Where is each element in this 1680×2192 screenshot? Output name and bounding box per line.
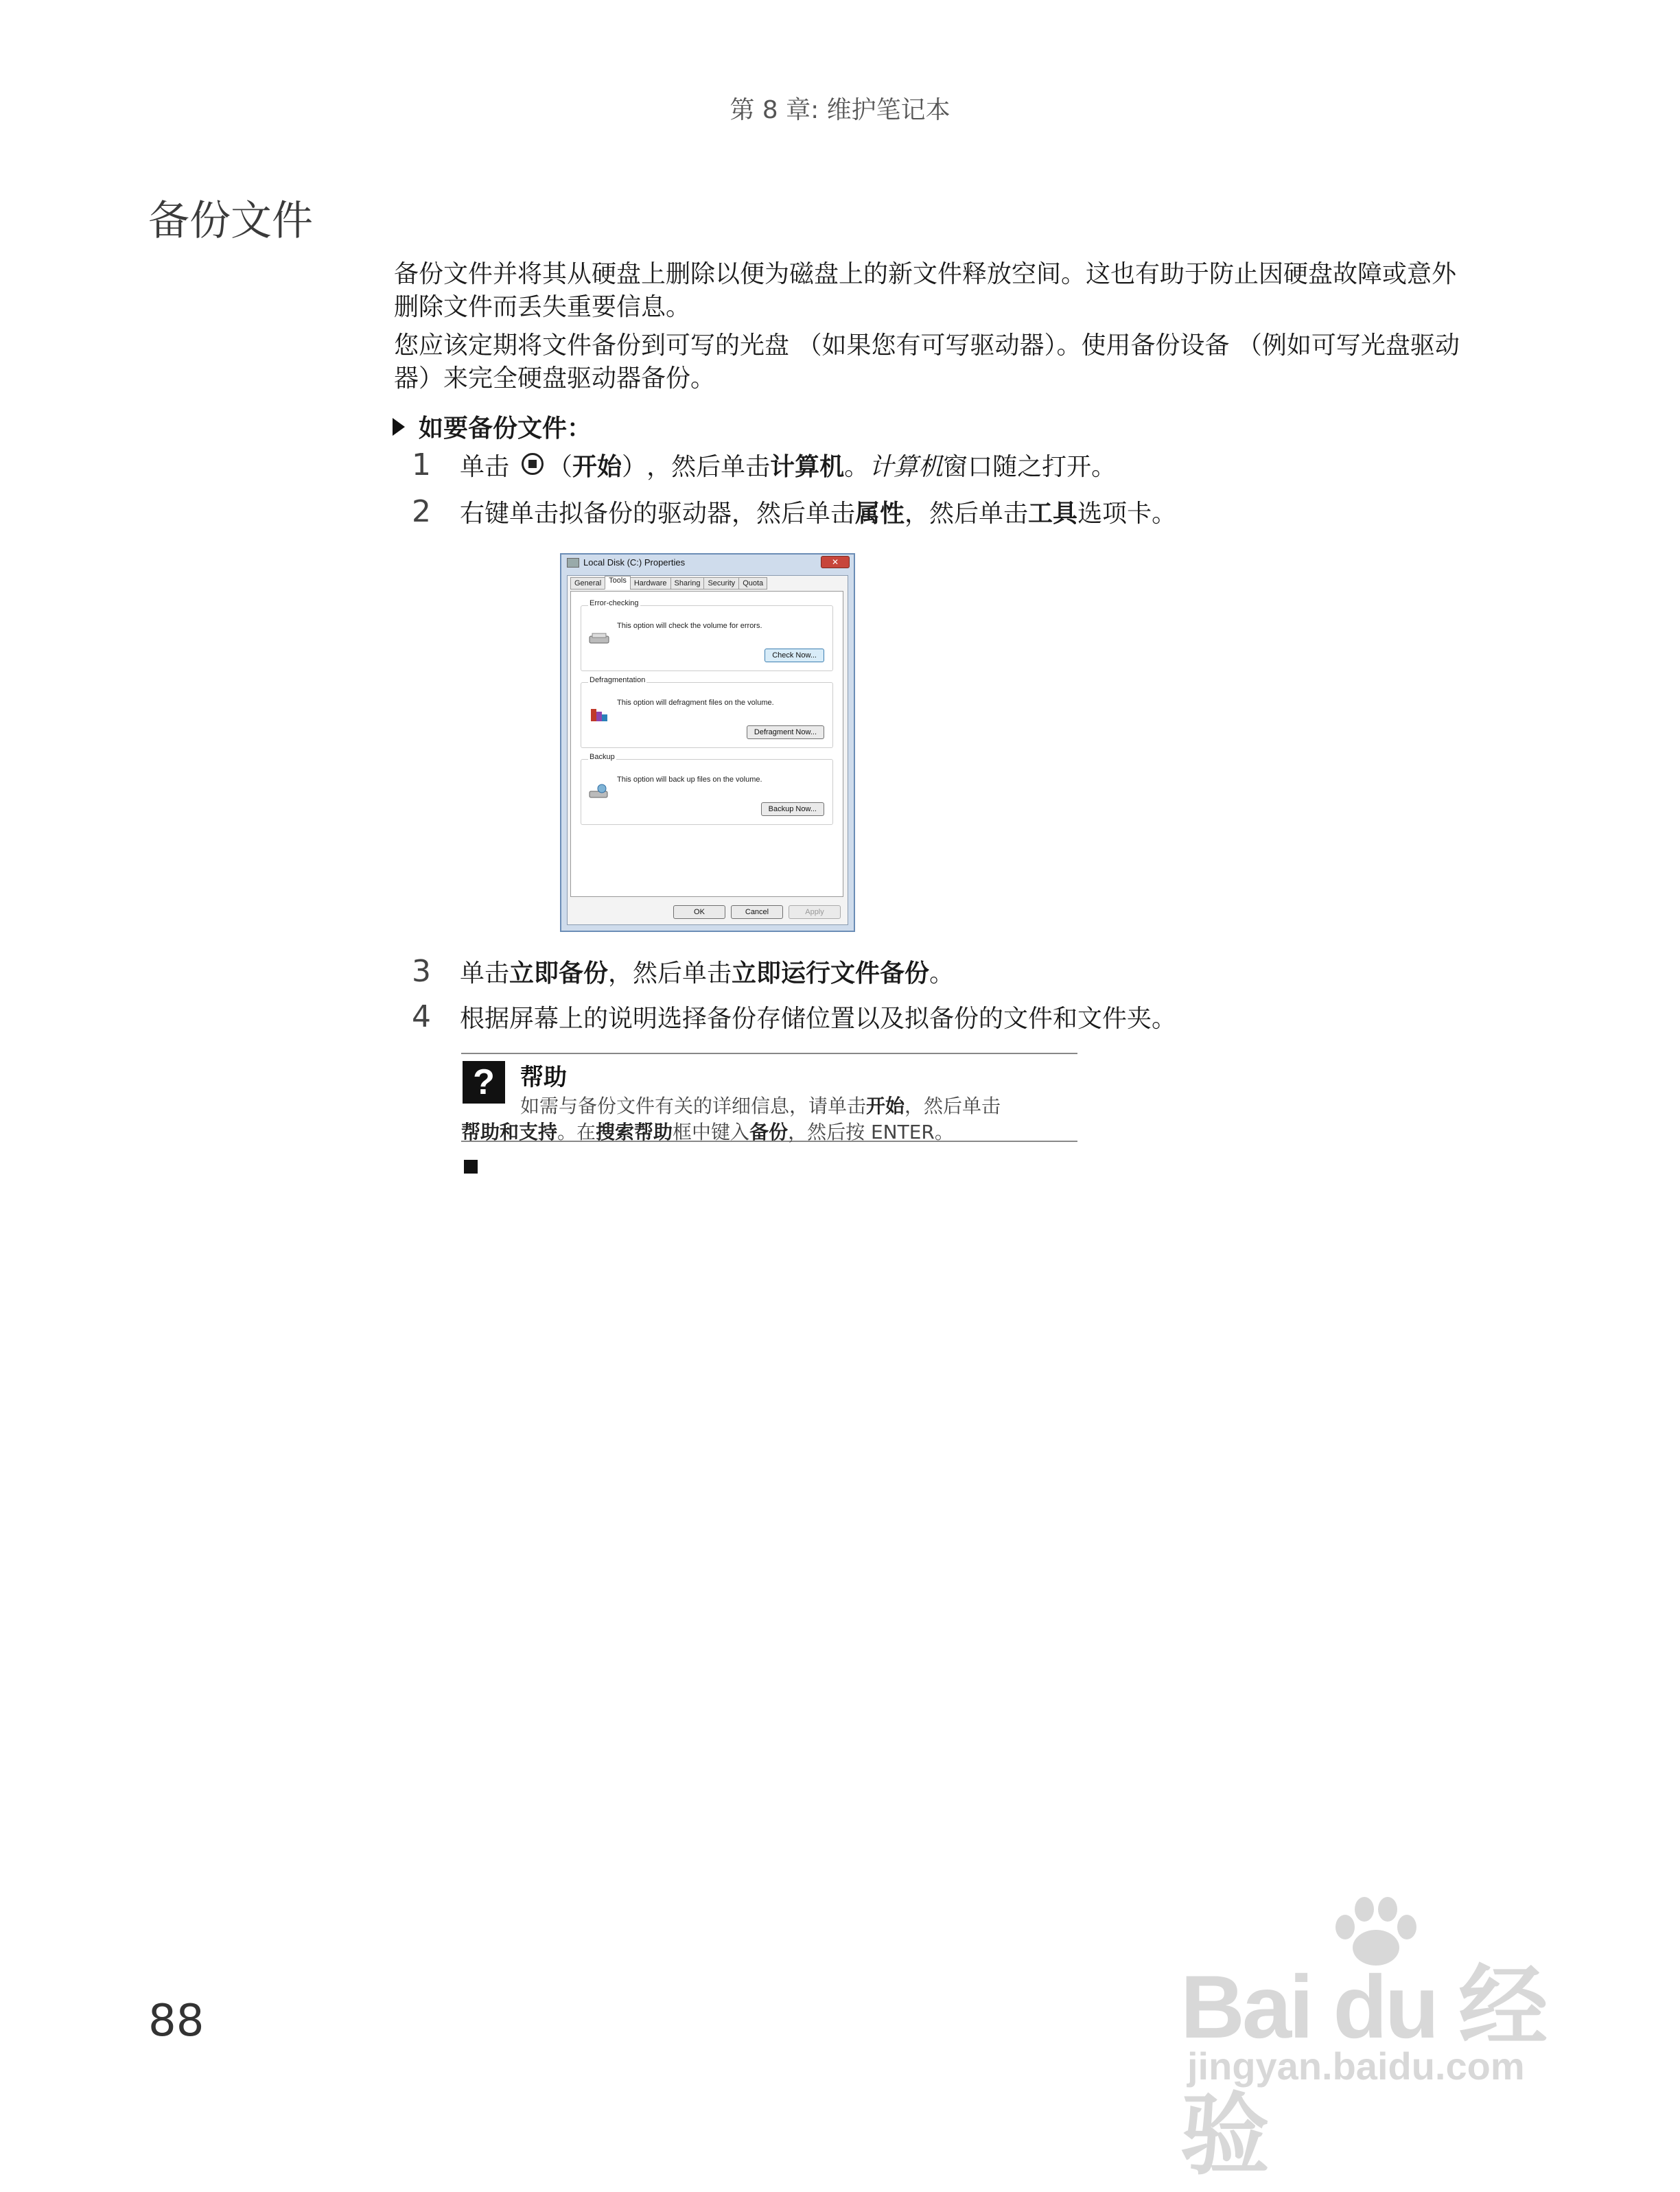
baidu-watermark xyxy=(1180,1894,1565,2185)
triangle-bullet-icon xyxy=(393,418,405,436)
step-text: 窗口随之打开。 xyxy=(943,453,1117,481)
tab-strip xyxy=(570,577,767,590)
backup-now-button[interactable]: Backup Now... xyxy=(761,802,824,816)
tab-sharing[interactable]: Sharing xyxy=(670,577,705,590)
tab-hardware[interactable]: Hardware xyxy=(630,577,671,590)
step-text: 右键单击拟备份的驱动器，然后单击 xyxy=(460,500,856,528)
step-text: 单击 xyxy=(460,959,510,988)
page-number: 88 xyxy=(148,1996,205,2047)
ok-button[interactable]: OK xyxy=(673,905,725,919)
tools-panel xyxy=(570,591,843,897)
defrag-icon xyxy=(588,706,610,723)
properties-dialog xyxy=(560,553,855,932)
dialog-footer xyxy=(673,905,841,919)
step-text: ） xyxy=(622,453,647,481)
cancel-button[interactable]: Cancel xyxy=(731,905,783,919)
help-text-line-2 xyxy=(461,1117,954,1145)
step-3 xyxy=(412,954,954,989)
step-4 xyxy=(412,999,1176,1034)
help-bold: 帮助和支持 xyxy=(461,1121,558,1143)
step-text: ，然后单击 xyxy=(608,959,732,988)
dialog-body xyxy=(567,575,848,925)
help-box xyxy=(461,1053,1077,1142)
step-bold: 开始 xyxy=(572,453,622,481)
help-text-line-1 xyxy=(520,1091,1001,1119)
step-bold: 属性 xyxy=(855,500,905,528)
help-question-icon: ? xyxy=(463,1061,505,1104)
step-bold: 计算机 xyxy=(770,453,845,481)
help-text: ，然后按 ENTER。 xyxy=(788,1121,954,1143)
windows-start-icon xyxy=(522,453,544,475)
close-button[interactable]: ✕ xyxy=(821,556,850,568)
group-text: This option will check the volume for errors. xyxy=(617,622,762,630)
drive-icon xyxy=(567,558,579,568)
help-text: ，然后单击 xyxy=(905,1095,1001,1117)
step-2 xyxy=(412,494,1176,529)
help-text: 。在 xyxy=(557,1121,596,1143)
backup-group xyxy=(581,753,833,825)
help-bold: 搜索帮助 xyxy=(596,1121,673,1143)
error-checking-group xyxy=(581,599,833,671)
step-number: 2 xyxy=(412,494,431,529)
intro-paragraph: 备份文件并将其从硬盘上删除以便为磁盘上的新文件释放空间。这也有助于防止因硬盘故障或意外删除文件而丢失重要信息。 xyxy=(394,260,1457,321)
step-italic: 计算机 xyxy=(869,453,944,481)
group-text: This option will defragment files on the volume. xyxy=(617,699,774,707)
step-text: 选项卡。 xyxy=(1077,500,1177,528)
step-1 xyxy=(412,447,1116,482)
step-text: （ xyxy=(548,453,573,481)
help-text: 框中键入 xyxy=(673,1121,750,1143)
section-title: 备份文件 xyxy=(148,197,313,245)
tab-security[interactable]: Security xyxy=(703,577,739,590)
help-text: 如需与备份文件有关的详细信息，请单击 xyxy=(520,1095,867,1117)
step-bold: 立即备份 xyxy=(509,959,609,988)
tab-tools[interactable]: Tools xyxy=(605,576,631,590)
step-number: 3 xyxy=(412,954,431,989)
group-label: Defragmentation xyxy=(590,676,646,684)
help-bold: 开始 xyxy=(866,1095,905,1117)
step-text: 。 xyxy=(929,959,955,988)
group-label: Error-checking xyxy=(590,599,639,607)
end-of-section-mark xyxy=(464,1160,478,1174)
defragmentation-group xyxy=(581,676,833,748)
procedure-heading-text: 如要备份文件： xyxy=(419,415,592,443)
dialog-titlebar xyxy=(567,557,685,568)
group-text: This option will back up files on the volume. xyxy=(617,776,762,784)
group-label: Backup xyxy=(590,753,615,761)
step-text: 。 xyxy=(844,453,870,481)
tab-general[interactable]: General xyxy=(570,577,605,590)
tab-quota[interactable]: Quota xyxy=(738,577,767,590)
watermark-logo: Bai du 经验 xyxy=(1180,1957,1545,2185)
step-text: 根据屏幕上的说明选择备份存储位置以及拟备份的文件和文件夹。 xyxy=(460,1005,1177,1033)
advice-paragraph: 您应该定期将文件备份到可写的光盘 （如果您有可写驱动器）。使用备份设备 （例如可写光盘驱动器）来完全硬盘驱动器备份。 xyxy=(394,331,1460,393)
step-number: 1 xyxy=(412,447,431,482)
procedure-heading xyxy=(393,409,592,444)
defragment-now-button[interactable]: Defragment Now... xyxy=(747,725,824,739)
help-title: 帮助 xyxy=(520,1064,567,1091)
step-text: 单击 xyxy=(460,453,510,481)
backup-icon xyxy=(588,783,610,800)
step-bold: 立即运行文件备份 xyxy=(732,959,930,988)
running-header: 第 8 章: 维护笔记本 xyxy=(730,96,950,124)
step-number: 4 xyxy=(412,999,431,1034)
step-bold: 工具 xyxy=(1028,500,1078,528)
step-text: ，然后单击 xyxy=(646,453,771,481)
dialog-title: Local Disk (C:) Properties xyxy=(583,557,686,568)
step-text: ，然后单击 xyxy=(905,500,1029,528)
check-now-button[interactable]: Check Now... xyxy=(765,649,824,662)
apply-button[interactable]: Apply xyxy=(789,905,841,919)
disk-check-icon xyxy=(588,629,610,646)
watermark-url: jingyan.baidu.com xyxy=(1187,2044,1525,2088)
help-bold: 备份 xyxy=(749,1121,789,1143)
